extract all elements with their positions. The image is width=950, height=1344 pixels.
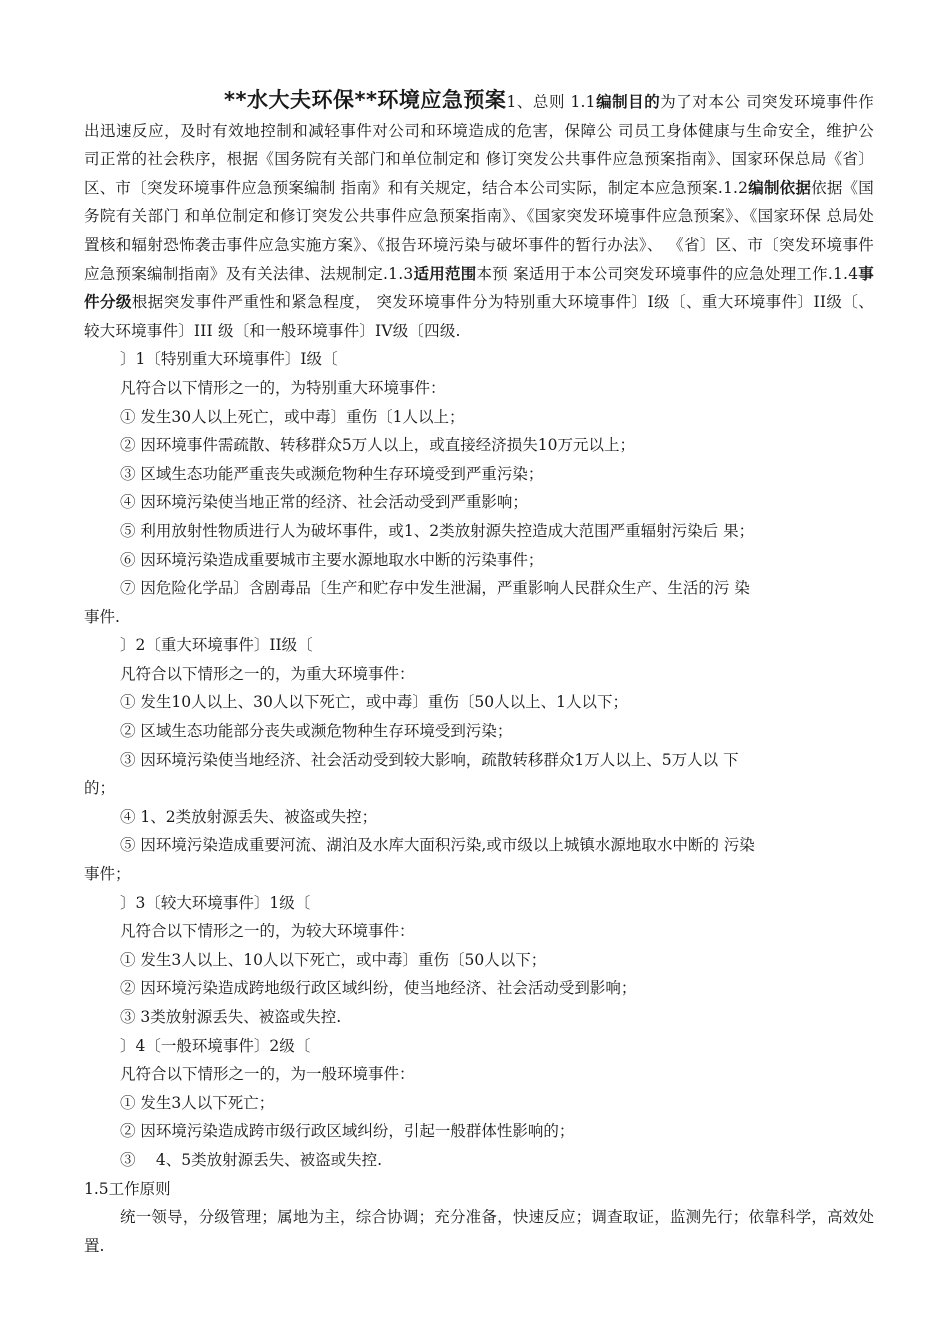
text-scope: 本预 案适用于本公司突发环境事件的应急处理工作.1.4 [476,264,859,283]
grade3-item: ③ 3类放射源丢失、被盗或失控. [120,1008,342,1026]
grade4-lead: 凡符合以下情形之一的，为一般环境事件： [120,1065,415,1084]
grade4-heading: 〕4〔一般环境事件〕2级〔 [120,1036,311,1055]
grade2-lead: 凡符合以下情形之一的，为重大环境事件： [120,664,415,683]
grade1-item: ① 发生30人以上死亡，或中毒〕重伤〔1人以上； [120,407,465,426]
document-title: **水大夫环保**环境应急预案 [224,88,507,112]
text-grading: 根据突发事件严重性和紧急程度， 突发环境事件分为特别重大环境事件〕I级〔、重大环境事件〕II级〔、较大环境事件〕III 级〔和一般环境事件〕IV级〔四级. [84,293,874,340]
grade3-item: ② 因环境污染造成跨地级行政区域纠纷，使当地经济、社会活动受到影响； [120,979,637,998]
grade2-item: ② 区域生态功能部分丧失或濒危物种生存环境受到污染； [120,722,513,741]
heading-scope: 适用范围 [413,264,477,283]
grade3-heading: 〕3〔较大环境事件〕1级〔 [120,893,311,912]
grade1-item: ⑥ 因环境污染造成重要城市主要水源地取水中断的污染事件； [120,550,544,569]
grade2-item-cont: 的； [84,779,116,798]
grade2-heading: 〕2〔重大环境事件〕II级〔 [120,636,313,655]
grade3-item: ① 发生3人以上、10人以下死亡，或中毒〕重伤〔50人以下； [120,950,547,969]
grade1-item: ③ 区域生态功能严重丧失或濒危物种生存环境受到严重污染； [120,464,544,483]
grade1-item: ④ 因环境污染使当地正常的经济、社会活动受到严重影响； [120,493,528,512]
grade4-item: ② 因环境污染造成跨市级行政区域纠纷，引起一般群体性影响的； [120,1122,575,1141]
grade1-item-cont: 事件. [84,607,120,626]
grade1-item: ⑦ 因危险化学品〕含剧毒品〔生产和贮存中发生泄漏，严重影响人民群众生产、生活的污 染 [120,579,750,598]
grade2-item: ⑤ 因环境污染造成重要河流、湖泊及水库大面积污染,或市级以上城镇水源地取水中断的 污染 [120,836,755,855]
intro-paragraph [84,86,874,345]
grade-sections [84,345,874,1260]
grade1-item: ② 因环境事件需疏散、转移群众5万人以上，或直接经济损失10万元以上； [120,436,636,455]
grade2-item: ① 发生10人以上、30人以下死亡，或中毒〕重伤〔50人以上、1人以下； [120,693,628,712]
heading-grading: 事件分级 [84,264,874,312]
grade2-item: ④ 1、2类放射源丢失、被盗或失控； [120,807,378,826]
grade1-item: ⑤ 利用放射性物质进行人为破坏事件，或1、2类放射源失控造成大范围严重辐射污染后 果； [120,521,755,540]
grade2-item-cont: 事件； [84,865,131,884]
intro-section-1: 1、总则 1.1 [506,93,596,111]
text-basis: 依据《国务院有关部门 和单位制定和修订突发公共事件应急预案指南》、《国家突发环境事件应急预案》、《国家环保 总局处置核和辐射恐怖袭击事件应急实施方案》、《报告环境污染与破坏事件的暂行办法》、 《省〕区、市〔突发环境事件应急预案编制指南》及有关法律、法规制定.1.3 [84,178,874,283]
grade4-item: ③ 4、5类放射源丢失、被盗或失控. [120,1150,383,1169]
text-purpose: 为了对本公 司突发环境事件作出迅速反应，及时有效地控制和减轻事件对公司和环境造成的危害，保障公 司员工身体健康与生命安全，维护公司正常的社会秩序，根据《国务院有关部门和单位制定和 修订突发公共事件应急预案指南》、国家环保总局《省〕区、市〔突发环境事件应急预案编制 指南》和有关规定，结合本公司实际，制定本应急预案.1.2 [84,93,874,197]
grade3-lead: 凡符合以下情形之一的，为较大环境事件： [120,922,415,941]
document-page [84,86,874,1260]
grade1-heading: 〕1〔特别重大环境事件〕I级〔 [120,350,338,369]
grade1-lead: 凡符合以下情形之一的，为特别重大环境事件： [120,378,446,397]
section-1-5-heading: 1.5工作原则 [84,1179,171,1198]
heading-purpose: 编制目的 [595,93,661,111]
section-1-5-text: 统一领导，分级管理；属地为主，综合协调；充分准备，快速反应；调查取证，监测先行；依靠科学，高效处置. [84,1208,874,1255]
heading-basis: 编制依据 [748,178,812,197]
grade4-item: ① 发生3人以下死亡； [120,1093,275,1112]
grade2-item: ③ 因环境污染使当地经济、社会活动受到较大影响，疏散转移群众1万人以上、5万人以 下 [120,750,739,769]
